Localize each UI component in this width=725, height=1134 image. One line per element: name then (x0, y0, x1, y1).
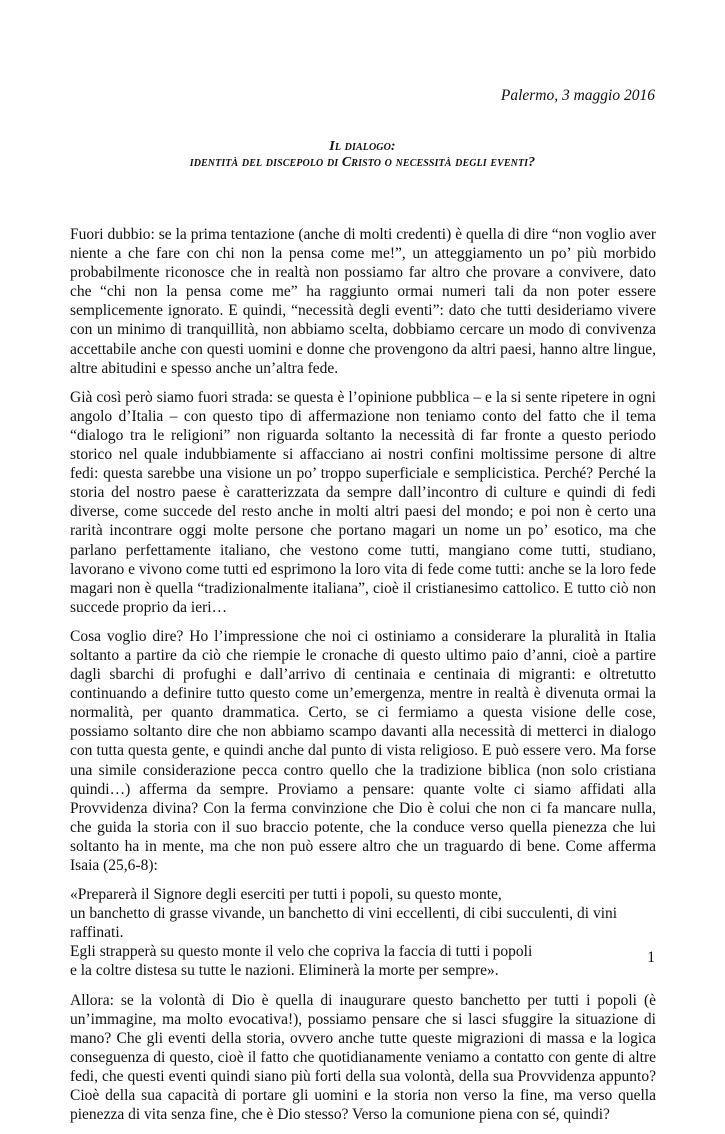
page-number: 1 (647, 949, 655, 966)
title-line-1: Il dialogo: (329, 139, 396, 154)
dateline: Palermo, 3 maggio 2016 (500, 87, 655, 104)
quote-line: un banchetto di grasse vivande, un banchetto di vini eccellenti, di cibi succulenti, di vini raffinati. (70, 905, 618, 942)
paragraph: Già così però siamo fuori strada: se questa è l’opinione pubblica – e la si sente ripetere in ogni angolo d’Italia – con questo tipo di affermazione non teniamo conto del fatto che il tema “dialogo tra le religioni” non riguarda soltanto la necessità di far fronte a questo periodo storico nel quale indubbiamente si affacciano ai nostri confini moltissime persone di altre fedi: questa sarebbe una visione un po’ troppo superficiale e semplicistica. Perché? Perché la storia del nostro paese è caratterizzata da sempre dall’incontro di culture e quindi di fedi diverse, come succede del resto anche in molti altri paesi del mondo; e poi non è certo una rarità incontrare oggi molte persone che portano magari un nome un po’ esotico, ma che parlano perfettamente italiano, che vestono come tutti, mangiano come tutti, studiano, lavorano e vivono come tutti ed esprimono la loro vita di fede come tutti: anche se la loro fede magari non è quella “tradizionalmente italiana”, cioè il cristianesimo cattolico. E tutto ciò non succede proprio da ieri… (70, 388, 656, 616)
body-text (70, 225, 656, 1134)
scripture-quote (70, 885, 656, 980)
paragraph: Allora: se la volontà di Dio è quella di inaugurare questo banchetto per tutti i popoli (è un’immagine, ma molto evocativa!), possiamo pensare che si lasci sfuggire la situazione di mano? Che gli eventi della storia, ovvero anche tutte queste migrazioni di massa e la logica conseguenza di questo, cioè il fatto che quotidianamente veniamo a contatto con gente di altre fedi, che questi eventi quindi siano più forti della sua volontà, della sua Provvidenza appunto? Cioè della sua capacità di portare gli uomini e la storia non verso la fine, ma verso quella pienezza di vita senza fine, che è Dio stesso? Verso la comunione piena con sé, quindi? (70, 991, 656, 1124)
quote-line: «Preparerà il Signore degli eserciti per tutti i popoli, su questo monte, (70, 886, 502, 904)
quote-line: e la coltre distesa su tutte le nazioni. Eliminerà la morte per sempre». (70, 962, 499, 980)
quote-line: Egli strapperà su questo monte il velo che copriva la faccia di tutti i popoli (70, 943, 533, 961)
document-title (0, 139, 725, 171)
paragraph: Cosa voglio dire? Ho l’impressione che noi ci ostiniamo a considerare la pluralità in Italia soltanto a partire da ciò che riempie le cronache di questo ultimo paio d’anni, cioè a partire dagli sbarchi di profughi e dall’arrivo di centinaia e centinaia di migranti: e oltretutto continuando a definire tutto questo come un’emergenza, mentre in realtà è divenuta ormai la normalità, per quanto drammatica. Certo, se ci fermiamo a questa visione delle cose, possiamo soltanto dire che non abbiamo scampo davanti alla necessità di metterci in dialogo con tutta questa gente, e quindi anche dal punto di vista religioso. E può essere vero. Ma forse una simile considerazione pecca contro quello che la tradizione biblica (non solo cristiana quindi…) afferma da sempre. Proviamo a pensare: quante volte ci siamo affidati alla Provvidenza divina? Con la ferma convinzione che Dio è colui che non ci fa mancare nulla, che guida la storia con il suo braccio potente, che la conduce verso quella pienezza che lui soltanto ha in mente, ma che non può essere altro che un traguardo di bene. Come afferma Isaia (25,6-8): (70, 627, 656, 874)
title-line-2: identità del discepolo di Cristo o necessità degli eventi? (189, 155, 536, 170)
paragraph: Fuori dubbio: se la prima tentazione (anche di molti credenti) è quella di dire “non voglio aver niente a che fare con chi non la pensa come me!”, un atteggiamento un po’ più morbido probabilmente riconosce che in realtà non possiamo far altro che provare a convivere, dato che “chi non la pensa come me” ha raggiunto ormai numeri tali da non poter essere semplicemente ignorato. E quindi, “necessità degli eventi”: dato che tutti desideriamo vivere con un minimo di tranquillità, non abbiamo scelta, dobbiamo cercare un modo di convivenza accettabile anche con questi uomini e donne che provengono da altri paesi, hanno altre lingue, altre abitudini e spesso anche un’altra fede. (70, 226, 656, 377)
